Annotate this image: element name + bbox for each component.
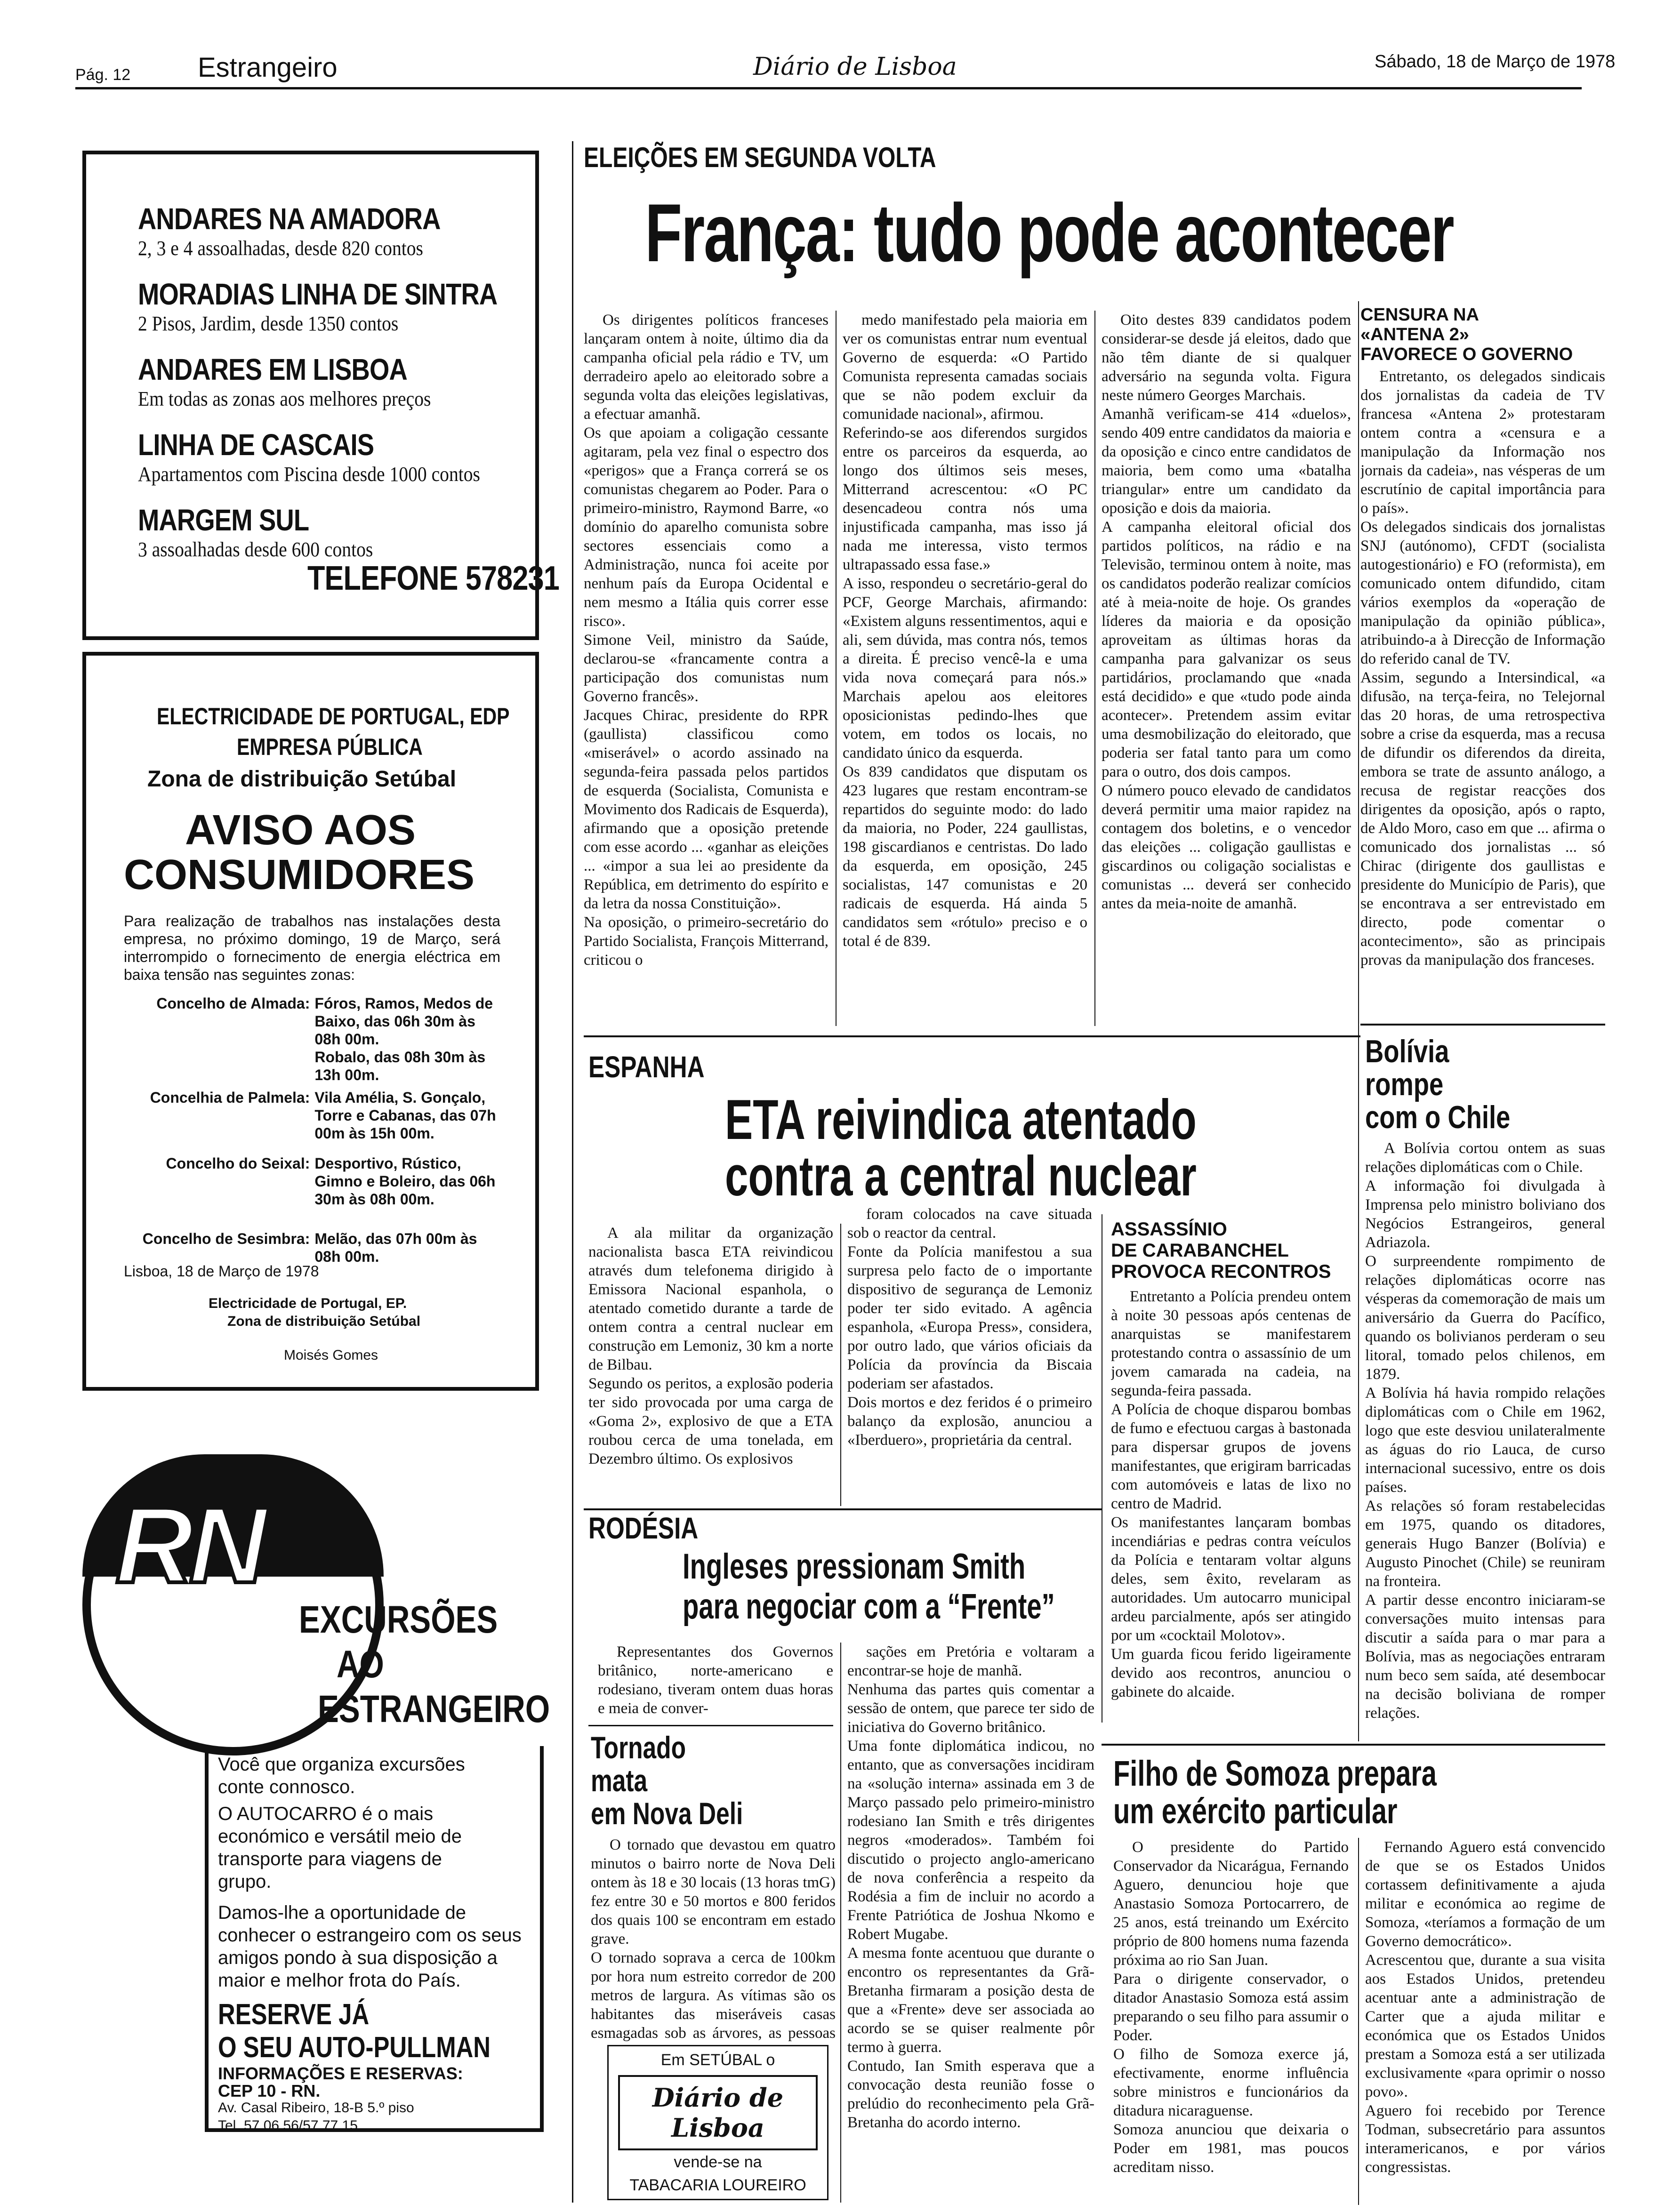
tornado-head-3: em Nova Deli (591, 1796, 743, 1831)
edp-zone-text: Fóros, Ramos, Medos de Baixo, das 06h 30m às 08h 00m. Robalo, das 08h 30m às 13h 00m. (314, 995, 493, 1083)
section-rule (1360, 1024, 1605, 1026)
ad-item-title: MARGEM SUL (138, 503, 309, 537)
edp-sign-1: Electricidade de Portugal, EP. (209, 1296, 407, 1311)
ad-item-title: MORADIAS LINHA DE SINTRA (138, 277, 498, 311)
rn-title-3: ESTRANGEIRO (318, 1688, 550, 1731)
setubal-line-1: Em SETÚBAL o (660, 2051, 775, 2069)
edp-zone-row (129, 994, 505, 1089)
carabanchel-head-3: PROVOCA RECONTROS (1111, 1261, 1331, 1282)
eta-headline-1: ETA reivindica atentado (725, 1088, 1197, 1151)
bolivia-text: A Bolívia cortou ontem as suas relações diplomáticas com o Chile. A informação foi divulgada à Imprensa pelo ministro boliviano dos Negócios Estrangeiros, general Adriazola. O surpreendente rompimento de relações diplomáticas ocorre nas vésperas da comemoração de mais um aniversário da Guerra do Pacífico, quando os bolivianos perderam o seu litoral, tomado pelos chilenos, em 1879. A Bolívia há havia rompido relações diplomáticas com o Chile em 1962, logo que este desviou unilateralmente as águas do rio Lauca, de curso internacional sucessivo, entre os dois países. As relações só foram restabelecidas em 1975, quando os ditadores, generais Hugo Banzer (Bolívia) e Augusto Pinochet (Chile) se reuniram na fronteira. A partir desse encontro iniciaram-se conversações muito intensas para discutir a saída para o mar para a Bolívia, mas as negociações entraram num beco sem saída, até desembocar na decisão boliviana de romper relações. (1365, 1140, 1605, 1722)
rn-title-2: AO (337, 1643, 384, 1686)
ad-item-2 (138, 277, 533, 352)
column-rule (1094, 311, 1095, 1026)
bolivia-head-1: Bolívia (1365, 1034, 1449, 1069)
rn-phone: Tel. 57 06 56/57 77 15 (218, 2118, 358, 2133)
setubal-line-3: TABACARIA LOUREIRO (629, 2176, 806, 2194)
column-rule (1358, 1035, 1359, 1741)
somoza-col-1 (1113, 1838, 1349, 2205)
edp-title-1: AVISO AOS (185, 807, 416, 854)
ad-real-estate (82, 151, 559, 640)
ad-item-title: LINHA DE CASCAIS (138, 428, 374, 462)
rodesia-headline-2: para negociar com a “Frente” (683, 1587, 1055, 1627)
column-rule-left (572, 141, 573, 2203)
eta-text-2: foram colocados na cave situada sob o reactor da central. Fonte da Polícia manifestou a sua surpresa pelo facto de o importante dispositivo de segurança de Lemoniz poder ter sido evitado. A agência espanhola, «Europa Press», considera, por outro lado, que vários oficiais da Polícia da província da Biscaia poderiam ser afastados. Dois mortos e dez feridos é o primeiro balanço da explosão, anunciou a «Iberduero», proprietária da central. (847, 1206, 1092, 1449)
franca-headline: França: tudo pode acontecer (645, 187, 1454, 279)
censura-head-2: «ANTENA 2» (1360, 325, 1469, 345)
rn-info-2: CEP 10 - RN. (218, 2081, 321, 2100)
column-rule (840, 1643, 841, 2203)
rodesia-kicker: RODÉSIA (588, 1511, 699, 1545)
rn-info-1: INFORMAÇÕES E RESERVAS: (218, 2064, 463, 2083)
section-title: Estrangeiro (198, 52, 338, 83)
ad-edp (82, 652, 539, 1391)
section-rule (584, 1508, 1102, 1510)
franca-col-3 (1102, 311, 1351, 1026)
rn-p1: Você que organiza excursões conte connosco. (218, 1754, 465, 1797)
bolivia-head-3: com o Chile (1365, 1099, 1511, 1135)
ad-item-title: ANDARES NA AMADORA (138, 202, 441, 236)
header-rule (75, 87, 1582, 89)
ad-item-sub: 2, 3 e 4 assoalhadas, desde 820 contos (138, 237, 423, 260)
issue-date: Sábado, 18 de Março de 1978 (1375, 52, 1616, 72)
rn-p2: O AUTOCARRO é o mais económico e versátil meio de transporte para viagens de grupo. (218, 1803, 462, 1892)
edp-sign-2: Zona de distribuição Setúbal (227, 1314, 421, 1329)
bolivia-body (1365, 1139, 1605, 1746)
ad-item-title: ANDARES EM LISBOA (138, 353, 407, 386)
eta-col-1 (588, 1224, 833, 1506)
franca-col-1 (584, 311, 828, 1026)
carabanchel-head-2: DE CARABANCHEL (1111, 1240, 1289, 1261)
ad-item-4 (138, 427, 533, 503)
ad-item-1 (138, 201, 533, 277)
eta-kicker: ESPANHA (588, 1050, 705, 1084)
tornado-text: O tornado que devastou em quatro minutos o bairro norte de Nova Deli ontem às 18 e 30 locais (13 horas tmG) fez entre 30 e 50 mortos e 800 feridos dos quais 100 se encontram em estado grave. O tornado soprava a cerca de 100km por hora num estreito corredor de 200 metros de largura. As vítimas são os habitantes das miseráveis casas esmagadas sob as árvores, as pessoas (591, 1836, 836, 2042)
somoza-headline-2: um exército particular (1113, 1791, 1398, 1831)
edp-zone: Zona de distribuição Setúbal (147, 767, 457, 792)
rodesia-text-2: sações em Pretória e voltaram a encontrar-se hoje de manhã. Nenhuma das partes quis comentar a sessão de ontem, que parece ter sido de iniciativa do Governo britânico. Uma fonte diplomática indicou, no entanto, que as conversações incidiram na «solução interna» assinada em 3 de Março passado pelo primeiro-ministro rodesiano Ian Smith e três dirigentes negros «moderados». Também foi discutido o projecto anglo-americano de nova conferência a respeito da Rodésia a fim de incluir no acordo a Frente Patriótica de Joshua Nkomo e Robert Mugabe. A mesma fonte acentuou que durante o encontro os representantes da Grã-Bretanha firmaram a posição desta de que a «Frente» deve ser associada ao acordo se se quiser realmente pôr termo à guerra. Contudo, Ian Smith esperava que a convocação desta reunião fosse o prelúdio do reconhecimento pela Grã-Bretanha do acordo interno. (847, 1643, 1094, 2131)
tornado-head-2: mata (591, 1763, 648, 1798)
edp-zone-label: Concelho de Sesimbra: (142, 1230, 310, 1247)
ad-rn (82, 1454, 548, 2132)
bolivia-head-2: rompe (1365, 1066, 1444, 1102)
censura-head-1: CENSURA NA (1360, 305, 1479, 325)
edp-zone-label: Concelhia de Palmela: (150, 1089, 310, 1106)
section-rule (1102, 1744, 1605, 1746)
ad-phone: TELEFONE 578231 (307, 560, 559, 597)
edp-sign-3: Moisés Gomes (284, 1347, 378, 1363)
franca-kicker: ELEIÇÕES EM SEGUNDA VOLTA (584, 142, 936, 173)
carabanchel-head-1: ASSASSÍNIO (1111, 1219, 1227, 1240)
eta-headline-2: contra a central nuclear (725, 1145, 1197, 1208)
column-rule (1358, 301, 1359, 1035)
edp-zone-row (129, 1154, 505, 1230)
somoza-headline-1: Filho de Somoza prepara (1113, 1754, 1437, 1794)
ad-item-sub: 3 assoalhadas desde 600 contos (138, 538, 373, 561)
edp-zone-label: Concelho do Seixal: (166, 1155, 310, 1172)
setubal-line-2: vende-se na (674, 2153, 762, 2171)
ad-item-sub: Apartamentos com Piscina desde 1000 contos (138, 463, 480, 486)
setubal-logo: Diário de Lisboa (618, 2075, 818, 2150)
edp-title-2: CONSUMIDORES (124, 851, 475, 898)
ad-real-estate-list (138, 201, 533, 578)
edp-zone-text: Melão, das 07h 00m às 08h 00m. (314, 1230, 477, 1265)
section-rule (588, 1725, 833, 1726)
tornado-head-1: Tornado (591, 1730, 686, 1765)
censura-body (1360, 367, 1605, 1035)
edp-zone-label: Concelho de Almada: (156, 995, 310, 1012)
edp-intro: Para realização de trabalhos nas instalações desta empresa, no próximo domingo, 19 de Março, será interrompido o fornecimento de energia eléctrica em baixa tensão nas seguintes zonas: (124, 913, 500, 983)
somoza-text-1: O presidente do Partido Conservador da Nicarágua, Fernando Aguero, denunciou hoje que Anastasio Somoza Portocarrero, de 25 anos, está treinando um Exército próprio de 800 homens numa fazenda próxima ao rio San Juan. Para o dirigente conservador, o ditador Anastasio Somoza está assim preparando o seu filho para assumir o Poder. O filho de Somoza exerce já, efectivamente, enorme influência sobre ministros e funcionários da ditadura nicaraguense. Somoza anunciou que deixaria o Poder em 1981, mas poucos acreditam nisso. (1113, 1839, 1349, 2176)
rn-cta-1: RESERVE JÁ (218, 1998, 370, 2031)
rodesia-headline-1: Ingleses pressionam Smith (683, 1547, 1026, 1587)
franca-text-3: Oito destes 839 candidatos podem considerar-se desde já eleitos, dado que não têm diante de si qualquer adversário na segunda volta. Figura neste número Georges Marchais. Amanhã verificam-se 414 «duelos», sendo 409 entre candidatos da maioria e da oposição e cinco entre candidatos de maioria, bem como uma «batalha triangular» entre um candidato da oposição e dois da maioria. A campanha eleitoral oficial dos partidos políticos, na rádio e na Televisão, terminou ontem à noite, mas os candidatos poderão realizar comícios até à meia-noite de hoje. Os grandes líderes da maioria e da oposição aproveitam as últimas horas da campanha para galvanizar os seus partidários, proclamando que «nada está decidido» e que «tudo pode ainda acontecer». Pretendem assim evitar uma desmobilização do eleitorado, que poderia ser fatal tanto para um como para o outro, dos dois campos. O número pouco elevado de candidatos deverá permitir uma maior rapidez na contagem dos boletins, e o vencedor das eleições ... coligação gaullistas e giscardinos ou coligação socialistas e comunistas ... deverá ser conhecido antes da meia-noite de amanhã. (1102, 312, 1351, 912)
edp-zone-text: Desportivo, Rústico, Gimno e Boleiro, das 06h 30m às 08h 00m. (314, 1155, 496, 1208)
franca-col-2 (843, 311, 1087, 1026)
rn-address: Av. Casal Ribeiro, 18-B 5.º piso (218, 2100, 414, 2116)
somoza-text-2: Fernando Aguero está convencido de que se os Estados Unidos cortassem definitivamente a ajuda militar e económica ao regime de Somoza, «teríamos a formação de um Governo democrático». Acrescentou que, durante a sua visita aos Estados Unidos, pretendeu acentuar ante a administração de Carter que a ajuda militar e económica que os Estados Unidos prestam a Somoza está a ser utilizada exclusivamente «para oprimir o nosso povo». Aguero foi recebido por Terence Todman, subsecretário para assuntos interamericanos, e por vários congressistas. (1365, 1839, 1605, 2176)
eta-col-2 (847, 1205, 1092, 1506)
edp-company-type: EMPRESA PÚBLICA (237, 734, 423, 760)
column-rule (836, 311, 837, 1026)
ad-item-sub: Em todas as zonas aos melhores preços (138, 387, 431, 410)
masthead: Diário de Lisboa (753, 53, 957, 81)
rodesia-text-1: Representantes dos Governos britânico, norte-americano e rodesiano, tiveram ontem duas horas e meia de conver- (598, 1643, 833, 1717)
ad-item-sub: 2 Pisos, Jardim, desde 1350 contos (138, 312, 399, 335)
rn-logo: RN (115, 1484, 263, 1605)
rn-title-1: EXCURSÕES (299, 1598, 498, 1641)
carabanchel-text: Entretanto a Polícia prendeu ontem à noite 30 pessoas após centenas de anarquistas se manifestarem protestando contra o assassínio de um jovem camarada na cadeia, na segunda-feira passada. A Polícia de choque disparou bombas de fumo e efectuou cargas à bastonada para dispersar grupos de jovens manifestantes, que erigiram barricadas com automóveis e latas de lixo no centro de Madrid. Os manifestantes lançaram bombas incendiárias e pedras contra veículos da Polícia e tentaram voltar alguns deles, sem êxito, revelaram as autoridades. Um autocarro municipal ardeu parcialmente, após ser atingido por um «cocktail Molotov». Um guarda ficou ferido ligeiramente devido aos recontros, anunciou o gabinete do alcaide. (1111, 1288, 1351, 1700)
rodesia-col-1 (598, 1643, 833, 1723)
edp-company: ELECTRICIDADE DE PORTUGAL, EDP (157, 703, 510, 729)
carabanchel-body (1111, 1287, 1351, 1734)
section-rule (584, 1035, 1360, 1037)
censura-head-3: FAVORECE O GOVERNO (1360, 345, 1573, 364)
edp-zone-text: Vila Amélia, S. Gonçalo, Torre e Cabanas, das 07h 00m às 15h 00m. (314, 1089, 496, 1142)
ad-setubal (607, 2045, 828, 2200)
censura-text: Entretanto, os delegados sindicais dos jornalistas da cadeia de TV francesa «Antena 2» protestaram ontem contra a «censura e a manipulação da Informação nos jornais da cadeia», nas vésperas de um escrutínio de capital importância para o país». Os delegados sindicais dos jornalistas SNJ (autónomo), CFDT (socialista autogestionário) e FO (reformista), em comunicado ontem difundido, citam vários exemplos da «operação de manipulação da opinião pública», atribuindo-a à Direcção de Informação do referido canal de TV. Assim, segundo a Intersindical, «a difusão, na terça-feira, no Telejornal das 20 horas, de uma retrospectiva sobre a crise da esquerda, mas a recusa de difundir os diferendos da direita, embora se trate de assunto análogo, a recusa de registar reacções dos dirigentes da oposição, após o rapto, de Aldo Moro, caso em que ... afirma o comunicado dos jornalistas ... só Chirac (dirigente dos gaullistas e presidente do Município de Paris), que se encontrava a ser entrevistado em directo, pode comentar o acontecimento», são as principais provas da manipulação dos franceses. (1360, 368, 1605, 969)
tornado-body (591, 1835, 836, 2043)
rn-cta-2: O SEU AUTO-PULLMAN (218, 2031, 491, 2064)
rn-p3: Damos-lhe a oportunidade de conhecer o estrangeiro com os seus amigos pondo à sua disposição a maior e melhor frota do País. (218, 1902, 522, 1991)
ad-item-3 (138, 352, 533, 427)
rn-body-box (205, 1746, 544, 2132)
somoza-col-2 (1365, 1838, 1605, 2205)
edp-zone-list (129, 994, 505, 1272)
eta-text-1: A ala militar da organização nacionalista basca ETA reivindicou através dum telefonema dirigido à Emissora Nacional espanhola, o atentado cometido durante a tarde de ontem contra a central nuclear em construção em Lemoniz, 30 km a norte de Bilbau. Segundo os peritos, a explosão poderia ter sido provocada por uma carga de «Goma 2», explosivo de que a ETA roubou cerca de uma tonelada, em Dezembro último. Os explosivos (588, 1225, 833, 1467)
rodesia-col-2 (847, 1643, 1094, 2203)
column-rule (1358, 1838, 1359, 2205)
column-rule (840, 1224, 841, 1506)
edp-zone-row (129, 1089, 505, 1154)
franca-text-2: medo manifestado pela maioria em ver os comunistas entrar num eventual Governo de esquerda: «O Partido Comunista representa camadas sociais que se não podem excluir da comunidade nacional», afirmou. Referindo-se aos diferendos surgidos entre os parceiros da esquerda, ao longo dos últimos seis meses, Mitterrand acrescentou: «O PC desencadeou contra nós uma injustificada campanha, mas isso já nada me interessa, visto termos ultrapassado essa fase.» A isso, respondeu o secretário-geral do PCF, George Marchais, afirmando: «Existem alguns ressentimentos, aqui e ali, sem dúvida, mas contra nós, temos a direita. É preciso vencê-la e uma vida nova começará para nós.» Marchais apelou aos eleitores oposicionistas pedindo-lhes que votem, em todos os locais, no candidato único da esquerda. Os 839 candidatos que disputam os 423 lugares que restam encontram-se repartidos do seguinte modo: do lado da maioria, no Poder, 224 gaullistas, 198 giscardianos e centristas. Do lado da esquerda, em oposição, 245 socialistas, 147 comunistas e 20 radicais de esquerda. Há ainda 5 candidatos sem «rótulo» preciso e o total é de 839. (843, 312, 1087, 950)
page-number: Pág. 12 (75, 66, 131, 84)
franca-text-1: Os dirigentes políticos franceses lançaram ontem à noite, último dia da campanha oficial pela rádio e TV, um derradeiro apelo ao eleitorado sobre a segunda volta das eleições legislativas, a efectuar amanhã. Os que apoiam a coligação cessante agitaram, pela vez final o espectro dos «perigos» que a França correrá se os comunistas chegarem ao Poder. Para o primeiro-ministro, Raymond Barre, «o domínio do aparelho comunista sobre sectores essenciais como a Administração, nunca foi aceite por nenhum país da Europa Ocidental e nem mesmo a Itália quis correr esse risco». Simone Veil, ministro da Saúde, declarou-se «francamente contra a participação dos comunistas num Governo francês». Jacques Chirac, presidente do RPR (gaullista) classificou como «miserável» o acordo assinado na segunda-feira passada pelos partidos de esquerda (Socialista, Comunista e Movimento dos Radicais de Esquerda), afirmando que a oposição pretende com esse acordo ... «ganhar as eleições ... «impor a sua lei ao presidente da República, em detrimento do espírito e da letra da nossa Constituição». Na oposição, o primeiro-secretário do Partido Socialista, François Mitterrand, criticou o (584, 312, 828, 969)
edp-dateline: Lisboa, 18 de Março de 1978 (124, 1263, 319, 1280)
